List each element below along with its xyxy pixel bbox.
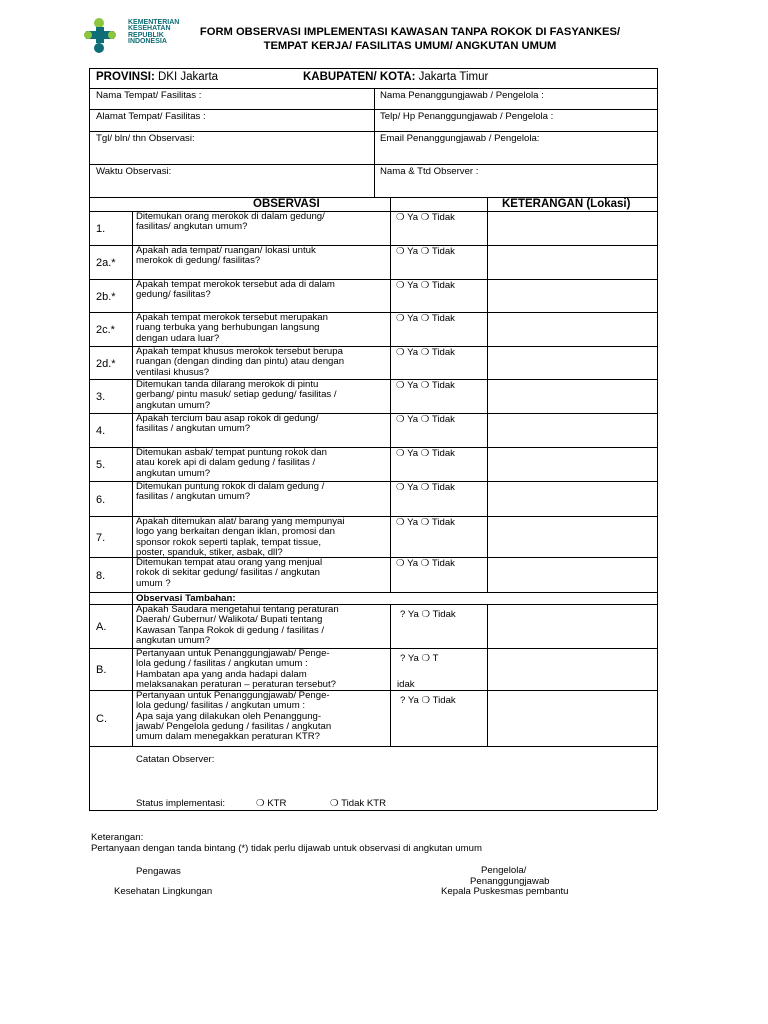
kemenkes-logo-icon: [82, 15, 126, 55]
ya-tidak-radio[interactable]: ❍ Ya ❍ Tidak: [396, 414, 455, 425]
item-question-line: Apakah tercium bau asap rokok di gedung/: [136, 413, 319, 424]
form-title-line1: FORM OBSERVASI IMPLEMENTASI KAWASAN TANPA ROKOK DI FASYANKES/: [199, 26, 621, 38]
item-question-line: logo yang berkaitan dengan iklan, promosi dan: [136, 526, 335, 538]
item-number: 2c.*: [96, 324, 115, 336]
footer-note: Pertanyaan dengan tanda bintang (*) tidak perlu dijawab untuk observasi di angkutan umum: [91, 843, 482, 854]
alamat-field[interactable]: Alamat Tempat/ Fasilitas :: [96, 111, 206, 122]
grid-hline: [89, 109, 657, 110]
grid-hline: [89, 88, 657, 89]
item-question-line: gerbang/ pintu masuk/ setiap gedung/ fasilitas /: [136, 389, 337, 401]
item-question-line: Apakah tempat merokok tersebut ada di dalam: [136, 279, 335, 290]
grid-hline: [89, 68, 657, 69]
tambahan-ya-tidak-radio[interactable]: ? Ya ❍ Tidak: [400, 695, 456, 706]
tambahan-question-line: jawab/ Pengelola gedung / fasilitas / angkutan: [136, 720, 332, 732]
tambahan-question-line: Daerah/ Gubernur/ Walikota/ Bupati tentang: [136, 614, 323, 626]
item-question-line: ruangan (dengan dinding dan pintu) atau dengan: [136, 356, 345, 368]
item-question-line: umum ?: [136, 577, 171, 589]
grid-vline: [89, 68, 90, 810]
ya-tidak-radio[interactable]: ❍ Ya ❍ Tidak: [396, 347, 455, 358]
tambahan-question-line: lola gedung / fasilitas / angkutan umum :: [136, 658, 308, 670]
tambahan-question-line: Apa saja yang dilakukan oleh Penanggung-: [136, 710, 322, 722]
status-label: Status implementasi:: [136, 798, 226, 809]
signature-left-2: Kesehatan Lingkungan: [114, 886, 213, 897]
grid-vline: [390, 197, 391, 211]
item-question-line: fasilitas/ angkutan umum?: [136, 221, 248, 233]
item-number: 2a.*: [96, 257, 116, 269]
email-field[interactable]: Email Penanggungjawab / Pengelola:: [380, 133, 540, 144]
item-question-line: Apakah tempat merokok tersebut merupakan: [136, 312, 328, 323]
item-question-line: angkutan umum?: [136, 399, 211, 411]
tambahan-answer-wrap: idak: [397, 679, 415, 690]
grid-vline: [487, 197, 488, 592]
tambahan-question-line: melaksanakan peraturan – peraturan tersebut?: [136, 678, 336, 690]
item-question-line: ventilasi khusus?: [136, 366, 210, 378]
item-question-line: Ditemukan tempat atau orang yang menjual: [136, 557, 323, 568]
item-question-line: dengan udara luar?: [136, 332, 220, 344]
tambahan-title: Observasi Tambahan:: [136, 593, 236, 604]
org-name: KEMENTERIAN KESEHATAN REPUBLIK INDONESIA: [128, 19, 180, 46]
provinsi-field: PROVINSI: DKI Jakarta: [96, 71, 219, 83]
tambahan-question-line: Apakah Saudara mengetahui tentang peraturan: [136, 604, 339, 615]
status-ktr-radio[interactable]: ❍ KTR: [256, 798, 287, 809]
grid-hline: [89, 131, 657, 132]
ya-tidak-radio[interactable]: ❍ Ya ❍ Tidak: [396, 448, 455, 459]
signature-right-1: Pengelola/: [481, 865, 527, 876]
form-title-line2: TEMPAT KERJA/ FASILITAS UMUM/ ANGKUTAN UMUM: [263, 40, 557, 52]
nama-penanggungjawab-field[interactable]: Nama Penanggungjawab / Pengelola :: [380, 90, 544, 101]
item-number: 2b.*: [96, 290, 116, 303]
item-question-line: Apakah ada tempat/ ruangan/ lokasi untuk: [136, 245, 316, 256]
item-question-line: Apakah ditemukan alat/ barang yang mempunyai: [136, 516, 345, 527]
item-number: 3.: [96, 391, 106, 403]
grid-vline: [132, 211, 133, 746]
tambahan-question-line: Kawasan Tanpa Rokok di gedung / fasilitas /: [136, 624, 325, 636]
item-number: 1.: [96, 223, 106, 235]
tambahan-ya-tidak-radio[interactable]: ? Ya ❍ Tidak: [400, 609, 456, 620]
item-question-line: rokok di sekitar gedung/ fasilitas / angkutan: [136, 567, 320, 579]
observasi-header: OBSERVASI: [253, 198, 320, 210]
telp-field[interactable]: Telp/ Hp Penanggungjawab / Pengelola :: [380, 111, 554, 122]
observer-field[interactable]: Nama & Ttd Observer :: [380, 166, 479, 177]
item-question-line: Ditemukan tanda dilarang merokok di pintu: [136, 379, 319, 390]
item-question-line: merokok di gedung/ fasilitas?: [136, 255, 261, 267]
item-question-line: ruang terbuka yang berhubungan langsung: [136, 322, 320, 334]
footer-keterangan: Keterangan:: [91, 832, 144, 843]
tambahan-ya-tidak-radio[interactable]: ? Ya ❍ T: [400, 653, 439, 664]
tambahan-question-line: Pertanyaan untuk Penanggungjawab/ Penge-: [136, 648, 330, 659]
item-question-line: angkutan umum?: [136, 467, 211, 479]
grid-vline: [657, 68, 658, 810]
item-question-line: poster, spanduk, stiker, asbak, dll?: [136, 546, 283, 558]
signature-right-3: Kepala Puskesmas pembantu: [441, 886, 569, 897]
kabupaten-field: KABUPATEN/ KOTA: Jakarta Timur: [303, 71, 489, 83]
tambahan-question-line: umum dalam menegakkan peraturan KTR?: [136, 731, 320, 743]
tgl-observasi-field[interactable]: Tgl/ bln/ thn Observasi:: [96, 133, 195, 144]
ya-tidak-radio[interactable]: ❍ Ya ❍ Tidak: [396, 212, 455, 223]
status-tidak-ktr-radio[interactable]: ❍ Tidak KTR: [330, 798, 387, 809]
grid-vline: [374, 88, 375, 197]
ya-tidak-radio[interactable]: ❍ Ya ❍ Tidak: [396, 280, 455, 291]
tambahan-question-line: Pertanyaan untuk Penanggungjawab/ Penge-: [136, 690, 330, 701]
ya-tidak-radio[interactable]: ❍ Ya ❍ Tidak: [396, 246, 455, 257]
item-question-line: fasilitas / angkutan umum?: [136, 491, 251, 503]
tambahan-question-line: angkutan umum?: [136, 634, 211, 646]
item-number: 7.: [96, 531, 106, 544]
tambahan-question-line: lola gedung/ fasilitas / angkutan umum :: [136, 700, 306, 712]
item-number: 2d.*: [96, 357, 116, 370]
item-question-line: Ditemukan orang merokok di dalam gedung/: [136, 211, 325, 222]
item-number: 6.: [96, 493, 106, 506]
item-question-line: Apakah tempat khusus merokok tersebut berupa: [136, 346, 343, 357]
grid-hline: [89, 164, 657, 165]
tambahan-number: C.: [96, 713, 107, 725]
keterangan-header: KETERANGAN (Lokasi): [502, 198, 631, 210]
grid-vline: [390, 604, 391, 746]
item-question-line: atau korek api di dalam gedung / fasilitas /: [136, 457, 316, 469]
grid-vline: [487, 604, 488, 746]
signature-right-2: Penanggungjawab: [470, 876, 550, 887]
item-question-line: gedung/ fasilitas?: [136, 289, 211, 301]
grid-hline: [89, 810, 657, 811]
item-number: 8.: [96, 569, 106, 582]
tambahan-number: B.: [96, 664, 107, 676]
catatan-label: Catatan Observer:: [136, 754, 215, 765]
item-number: 5.: [96, 459, 106, 471]
item-question-line: Ditemukan puntung rokok di dalam gedung /: [136, 481, 325, 492]
tambahan-question-line: Hambatan apa yang anda hadapi dalam: [136, 668, 307, 680]
tambahan-number: A.: [96, 621, 107, 633]
ya-tidak-radio[interactable]: ❍ Ya ❍ Tidak: [396, 313, 455, 324]
grid-hline: [89, 746, 657, 747]
item-question-line: fasilitas / angkutan umum?: [136, 423, 251, 435]
ya-tidak-radio[interactable]: ❍ Ya ❍ Tidak: [396, 558, 455, 569]
nama-tempat-field[interactable]: Nama Tempat/ Fasilitas :: [96, 90, 202, 101]
item-question-line: sponsor rokok seperti taplak, tempat tissue,: [136, 536, 322, 548]
grid-vline: [390, 211, 391, 592]
ya-tidak-radio[interactable]: ❍ Ya ❍ Tidak: [396, 517, 455, 528]
item-number: 4.: [96, 425, 106, 437]
item-question-line: Ditemukan asbak/ tempat puntung rokok dan: [136, 447, 327, 458]
ya-tidak-radio[interactable]: ❍ Ya ❍ Tidak: [396, 482, 455, 493]
ya-tidak-radio[interactable]: ❍ Ya ❍ Tidak: [396, 380, 455, 391]
waktu-observasi-field[interactable]: Waktu Observasi:: [96, 166, 172, 177]
signature-left-1: Pengawas: [136, 866, 181, 877]
